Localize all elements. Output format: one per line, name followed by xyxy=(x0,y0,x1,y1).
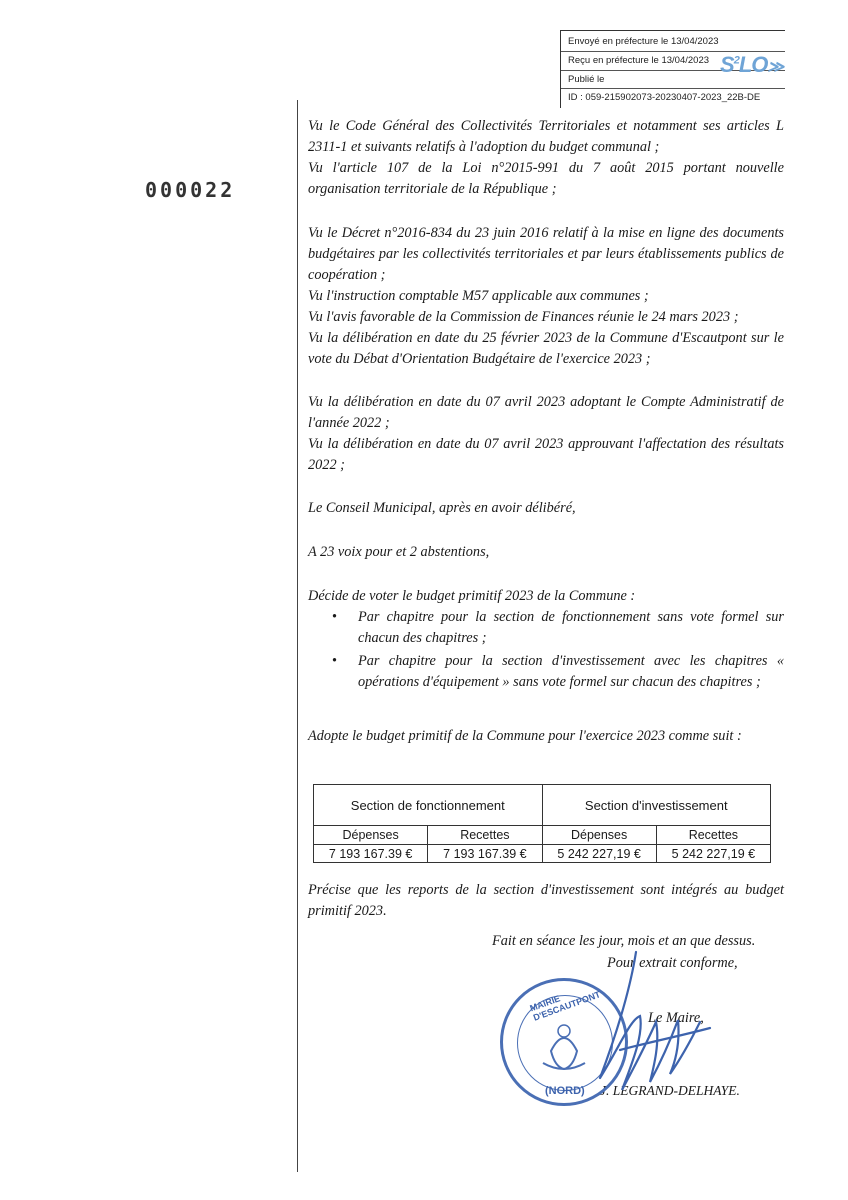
mayor-title: Le Maire, xyxy=(648,1010,704,1026)
precise-paragraph: Précise que les reports de la section d'investissement sont intégrés au budget primitif 2023. xyxy=(308,882,784,919)
section-investissement-header: Section d'investissement xyxy=(542,785,771,826)
adopte-paragraph: Adopte le budget primitif de la Commune pour l'exercice 2023 comme suit : xyxy=(308,728,742,744)
col-recettes-fonct: Recettes xyxy=(428,826,542,845)
col-recettes-invest: Recettes xyxy=(656,826,770,845)
seal-top-text: MAIRIE D'ESCAUTPONT xyxy=(528,989,602,1023)
conseil-municipal: Le Conseil Municipal, après en avoir délibéré, xyxy=(308,500,576,516)
col-depenses-invest: Dépenses xyxy=(542,826,656,845)
vu-decret-2016: Vu le Décret n°2016-834 du 23 juin 2016 relatif à la mise en ligne des documents budgétaires par les collectivités territoriales et par leurs établissements publics de coopération ; xyxy=(308,225,784,283)
section-fonctionnement-header: Section de fonctionnement xyxy=(314,785,543,826)
vu-avis-commission: Vu l'avis favorable de la Commission de Finances réunie le 24 mars 2023 ; xyxy=(308,309,739,325)
document-number: 000022 xyxy=(145,178,236,202)
published-label: Publié le xyxy=(568,74,605,85)
value-recettes-fonct: 7 193 167.39 € xyxy=(428,845,542,863)
budget-table xyxy=(313,784,771,863)
document-id: ID : 059-215902073-20230407-2023_22B-DE xyxy=(568,92,761,103)
pour-extrait-conforme: Pour extrait conforme, xyxy=(607,955,738,971)
fait-en-seance: Fait en séance les jour, mois et an que dessus. xyxy=(492,933,756,949)
vu-loi-2015: Vu l'article 107 de la Loi n°2015-991 du 7 août 2015 portant nouvelle organisation territoriale de la République ; xyxy=(308,160,784,197)
decide-paragraph: Décide de voter le budget primitif 2023 de la Commune : xyxy=(308,588,636,604)
seal-bottom-text: (NORD) xyxy=(545,1085,585,1097)
received-date: Reçu en préfecture le 13/04/2023 xyxy=(568,55,710,66)
sent-date: Envoyé en préfecture le 13/04/2023 xyxy=(568,36,719,47)
vote-modalities-list xyxy=(330,607,784,695)
vu-cgct: Vu le Code Général des Collectivités Territoriales et notamment ses articles L 2311-1 et suivants relatifs à l'adoption du budget communal ; xyxy=(308,118,784,155)
list-item: • Par chapitre pour la section d'investissement avec les chapitres « opérations d'équipement » sans vote formel sur chacun des chapitres ; xyxy=(332,653,784,690)
value-depenses-invest: 5 242 227,19 € xyxy=(542,845,656,863)
vu-affectation-resultats: Vu la délibération en date du 07 avril 2023 approuvant l'affectation des résultats 2022 ; xyxy=(308,436,784,473)
value-depenses-fonct: 7 193 167.39 € xyxy=(314,845,428,863)
vu-instruction-m57: Vu l'instruction comptable M57 applicable aux communes ; xyxy=(308,288,649,304)
list-item: • Par chapitre pour la section de fonctionnement sans vote formel sur chacun des chapitres ; xyxy=(332,609,784,646)
divider xyxy=(561,88,785,89)
vu-deliberation-dob: Vu la délibération en date du 25 février 2023 de la Commune d'Escautpont sur le vote du Débat d'Orientation Budgétaire de l'exercice 2023 ; xyxy=(308,330,784,367)
value-recettes-invest: 5 242 227,19 € xyxy=(656,845,770,863)
col-depenses-fonct: Dépenses xyxy=(314,826,428,845)
margin-line xyxy=(297,100,298,1172)
vu-compte-administratif: Vu la délibération en date du 07 avril 2023 adoptant le Compte Administratif de l'année 2022 ; xyxy=(308,394,784,431)
bullet-icon: • xyxy=(332,653,338,669)
s2low-logo: $S^2LO≫$ xyxy=(720,52,784,77)
vote-result: A 23 voix pour et 2 abstentions, xyxy=(308,544,490,560)
signature-icon xyxy=(560,950,720,1110)
mayor-name: J. LEGRAND-DELHAYE. xyxy=(600,1083,740,1098)
bullet-icon: • xyxy=(332,609,338,625)
